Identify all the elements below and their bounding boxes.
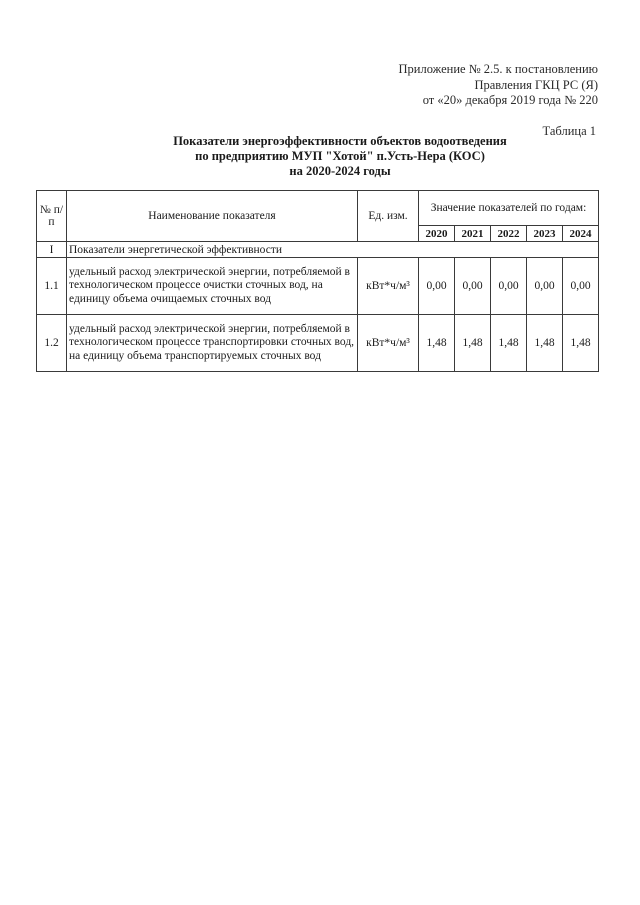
table-label: Таблица 1 (542, 124, 596, 138)
title-line-2: по предприятию МУП "Хотой" п.Усть-Нера (КОС) (195, 149, 485, 163)
row-num: 1.2 (37, 315, 67, 372)
appendix-line-2: Правления ГКЦ РС (Я) (474, 77, 598, 92)
header-year: 2023 (527, 226, 563, 242)
section-row (37, 242, 599, 258)
row-value: 1,48 (563, 315, 599, 372)
table-header-row (37, 191, 599, 226)
header-num: № п/п (37, 191, 67, 242)
row-value: 1,48 (491, 315, 527, 372)
header-year: 2024 (563, 226, 599, 242)
row-name: удельный расход электрической энергии, потребляемой в технологическом процессе транспортировки сточных вод, на единицу объема транспортируемых сточных вод (67, 315, 358, 372)
row-value: 0,00 (563, 258, 599, 315)
appendix-line-1: Приложение № 2.5. к постановлению (398, 62, 598, 76)
row-value: 1,48 (527, 315, 563, 372)
row-value: 1,48 (419, 315, 455, 372)
table-row (37, 315, 599, 372)
header-name: Наименование показателя (67, 191, 358, 242)
row-num: 1.1 (37, 258, 67, 315)
document-title (120, 134, 560, 179)
header-year: 2022 (491, 226, 527, 242)
header-year: 2021 (455, 226, 491, 242)
appendix-line-3: от «20» декабря 2019 года № 220 (422, 93, 598, 107)
title-line-1: Показатели энергоэффективности объектов водоотведения (173, 134, 507, 148)
row-unit: кВт*ч/м³ (358, 258, 419, 315)
row-unit: кВт*ч/м³ (358, 315, 419, 372)
row-value: 0,00 (491, 258, 527, 315)
title-line-3: на 2020-2024 годы (289, 164, 391, 178)
row-value: 0,00 (419, 258, 455, 315)
header-year: 2020 (419, 226, 455, 242)
header-values: Значение показателей по годам: (419, 191, 599, 226)
indicators-table (36, 190, 599, 372)
row-name: удельный расход электрической энергии, потребляемой в технологическом процессе очистки сточных вод, на единицу объема очищаемых сточных вод (67, 258, 358, 315)
table-row (37, 258, 599, 315)
row-value: 0,00 (455, 258, 491, 315)
row-value: 0,00 (527, 258, 563, 315)
appendix-header (399, 62, 598, 109)
header-unit: Ед. изм. (358, 191, 419, 242)
section-num: I (37, 242, 67, 258)
section-name: Показатели энергетической эффективности (67, 242, 599, 258)
row-value: 1,48 (455, 315, 491, 372)
